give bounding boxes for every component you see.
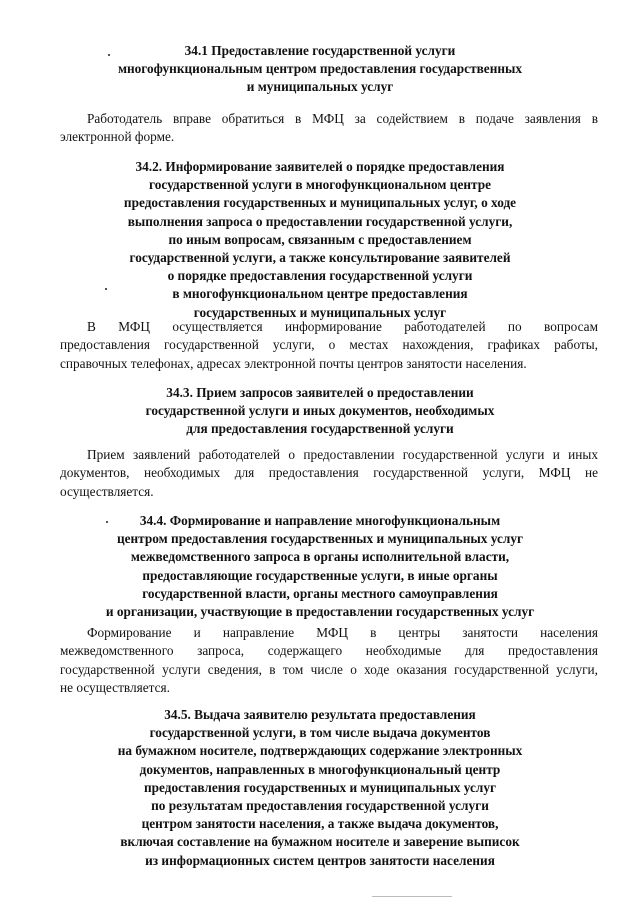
section-body	[60, 446, 598, 501]
heading-line: государственных и муниципальных услуг	[193, 304, 447, 320]
heading-line: включая составление на бумажном носителе и заверение выписок	[120, 834, 520, 850]
heading-line: центром занятости населения, а также выдача документов,	[141, 816, 499, 832]
heading-line: по результатам предоставления государственной услуги	[151, 798, 489, 814]
heading-line: государственной услуги, в том числе выдача документов	[149, 725, 491, 741]
heading-line: межведомственного запроса в органы исполнительной власти,	[130, 549, 510, 565]
heading-line: о порядке предоставления государственной услуги	[167, 268, 473, 284]
body-line: Формирование и направление МФЦ в центры занятости населения	[87, 625, 598, 640]
body-line: В МФЦ осуществляется информирование работодателей по вопросам	[87, 319, 598, 334]
section-34-1	[0, 42, 640, 97]
body-line: Работодатель вправе обратиться в МФЦ за содействием в подаче заявления в	[87, 111, 598, 126]
heading-line: государственной услуги в многофункциональном центре	[148, 177, 492, 193]
heading-line: 34.5. Выдача заявителю результата предоставления	[164, 707, 476, 722]
heading-line: и муниципальных услуг	[246, 79, 394, 95]
body-line: Прием заявлений работодателей о предоставлении государственной услуги и иных	[87, 447, 598, 462]
section-heading	[0, 384, 640, 439]
heading-line: документов, направленных в многофункциональный центр	[139, 761, 501, 777]
heading-line: для предоставления государственной услуги	[186, 421, 454, 437]
heading-line: в многофункциональном центре предоставления	[172, 286, 468, 302]
heading-line: на бумажном носителе, подтверждающих содержание электронных	[117, 743, 523, 759]
section-body	[60, 624, 598, 698]
body-line: предоставления государственной услуги, о местах нахождения, графиках работы,	[60, 337, 598, 353]
scan-speck	[372, 896, 452, 897]
heading-line: предоставляющие государственные услуги, в иные органы	[142, 567, 498, 583]
section-heading	[0, 42, 640, 97]
heading-line: 34.4. Формирование и направление многофункциональным	[139, 513, 501, 528]
section-34-5	[0, 706, 640, 870]
body-line: справочных телефонах, адресах электронной почты центров занятости населения.	[60, 355, 527, 371]
section-34-2	[0, 158, 640, 322]
heading-line: государственной услуги, а также консультирование заявителей	[129, 250, 511, 266]
heading-line: государственной услуги и иных документов, необходимых	[145, 403, 495, 419]
heading-line: предоставления государственных и муниципальных услуг	[143, 779, 497, 795]
body-line: документов, необходимых для предоставления государственной услуги, МФЦ не	[60, 465, 598, 481]
heading-line: 34.2. Информирование заявителей о порядке предоставления	[135, 159, 505, 174]
heading-line: по иным вопросам, связанным с предоставлением	[168, 231, 472, 247]
heading-line: из информационных систем центров занятости населения	[145, 852, 495, 868]
body-line: межведомственного запроса, содержащего необходимые для предоставления	[60, 643, 598, 659]
heading-line: центром предоставления государственных и муниципальных услуг	[116, 531, 524, 547]
heading-line: многофункциональным центром предоставления государственных	[117, 61, 523, 77]
heading-line: 34.1 Предоставление государственной услуги	[184, 43, 456, 58]
heading-line: и организации, участвующие в предоставлении государственных услуг	[105, 604, 535, 620]
section-body	[60, 110, 598, 147]
heading-line: предоставления государственных и муниципальных услуг, о ходе	[123, 195, 517, 211]
body-line: осуществляется.	[60, 483, 154, 499]
heading-line: государственной власти, органы местного самоуправления	[142, 585, 498, 601]
section-34-3	[0, 384, 640, 439]
body-line: не осуществляется.	[60, 680, 170, 696]
section-heading	[0, 706, 640, 870]
heading-line: выполнения запроса о предоставлении государственной услуги,	[127, 213, 513, 229]
section-heading	[0, 512, 640, 621]
section-34-4	[0, 512, 640, 621]
section-heading	[0, 158, 640, 322]
section-body	[60, 318, 598, 373]
body-line: государственной услуги сведения, в том числе о ходе оказания государственной услуги,	[60, 661, 598, 677]
heading-line: 34.3. Прием запросов заявителей о предоставлении	[166, 385, 474, 400]
body-line: электронной форме.	[60, 129, 175, 145]
